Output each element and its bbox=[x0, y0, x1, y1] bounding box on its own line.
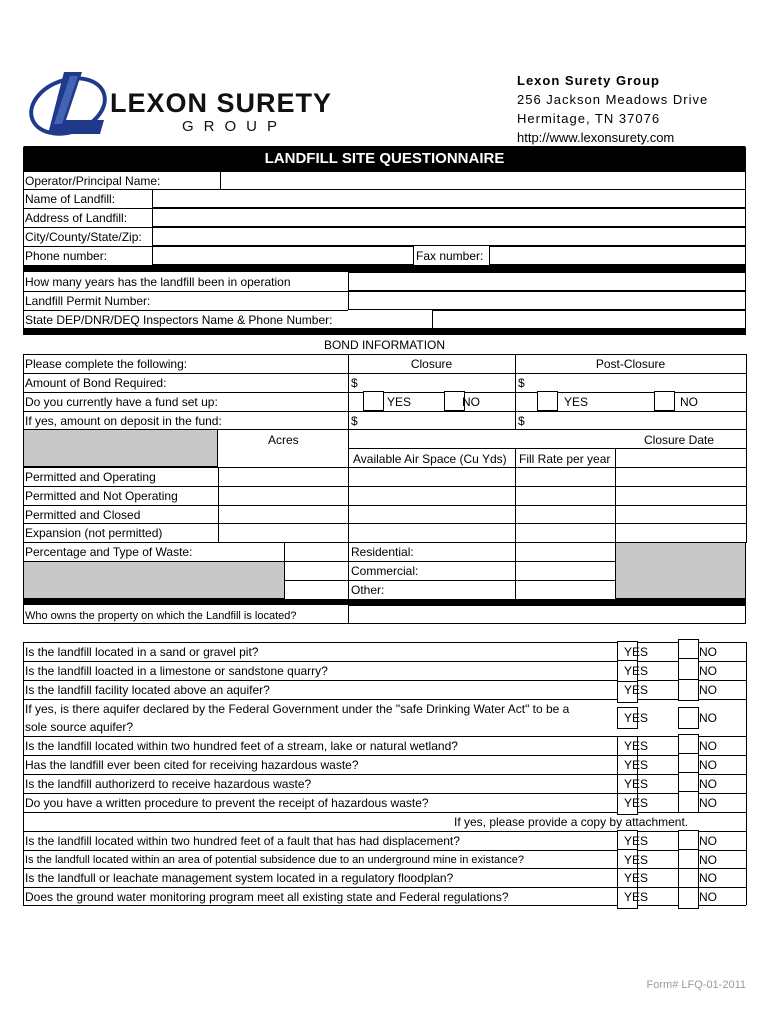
address-field[interactable] bbox=[152, 208, 746, 227]
no-label: NO bbox=[699, 777, 717, 791]
status-row-3-label: Permitted and Closed bbox=[25, 508, 141, 522]
post-closure-header: Post-Closure bbox=[595, 357, 666, 371]
question-4-line-2: sole source aquifer? bbox=[25, 720, 134, 734]
question-4-line-1: If yes, is there aquifer declared by the Federal Government under the "safe Drinking Water Act" to be a bbox=[25, 702, 570, 716]
inspector-field[interactable] bbox=[432, 310, 746, 329]
years-field[interactable] bbox=[348, 272, 746, 291]
no-label: NO bbox=[699, 739, 717, 753]
q8-no-checkbox[interactable] bbox=[678, 791, 699, 813]
other-label: Other: bbox=[351, 583, 385, 597]
residential-pct-field[interactable] bbox=[285, 543, 347, 561]
question-2: Is the landfill loacted in a limestone or sandstone quarry? bbox=[25, 664, 328, 678]
city-label: City/County/State/Zip: bbox=[25, 230, 142, 244]
question-12: Does the ground water monitoring program meet all existing state and Federal regulations? bbox=[25, 890, 509, 904]
acres-row-1-field[interactable] bbox=[219, 468, 347, 486]
question-8: Do you have a written procedure to prevent the receipt of hazardous waste? bbox=[25, 796, 429, 810]
amount-post-closure-field[interactable] bbox=[515, 373, 746, 392]
q4-no-checkbox[interactable] bbox=[678, 707, 699, 729]
fill-rate-header: Fill Rate per year bbox=[519, 452, 611, 466]
acres-row-3-field[interactable] bbox=[219, 506, 347, 524]
yes-label: YES bbox=[624, 834, 649, 848]
yes-label: YES bbox=[624, 853, 649, 867]
no-label: NO bbox=[699, 758, 717, 772]
q2-no-checkbox[interactable] bbox=[678, 658, 699, 680]
company-name: Lexon Surety Group bbox=[517, 73, 660, 88]
form-title: LANDFILL SITE QUESTIONNAIRE bbox=[264, 150, 505, 167]
question-3: Is the landfill facility located above an aquifer? bbox=[25, 683, 270, 697]
permit-field[interactable] bbox=[348, 291, 746, 310]
fund-post-no-label: NO bbox=[680, 395, 698, 409]
question-9: Is the landfill located within two hundred feet of a fault that has had displacement? bbox=[25, 834, 460, 848]
question-11: Is the landfull or leachate management system located in a regulatory floodplan? bbox=[25, 871, 454, 885]
fund-closure-yes-checkbox[interactable] bbox=[363, 391, 384, 411]
acres-row-2-field[interactable] bbox=[219, 487, 347, 505]
acres-header: Acres bbox=[268, 433, 299, 447]
fax-label: Fax number: bbox=[416, 249, 484, 263]
dollar-sign: $ bbox=[351, 376, 358, 390]
address-label: Address of Landfill: bbox=[25, 211, 128, 225]
fax-field[interactable] bbox=[489, 246, 746, 265]
logo-group: GROUP bbox=[182, 118, 288, 135]
air-space-header: Available Air Space (Cu Yds) bbox=[353, 452, 507, 466]
yes-label: YES bbox=[624, 796, 649, 810]
operator-label: Operator/Principal Name: bbox=[25, 174, 161, 188]
permit-label: Landfill Permit Number: bbox=[25, 294, 151, 308]
no-label: NO bbox=[699, 796, 717, 810]
operator-field[interactable] bbox=[220, 171, 746, 190]
inspector-label: State DEP/DNR/DEQ Inspectors Name & Phone Number: bbox=[25, 313, 333, 327]
no-label: NO bbox=[699, 834, 717, 848]
company-logo bbox=[26, 66, 371, 146]
landfill-name-field[interactable] bbox=[152, 189, 746, 208]
yes-label: YES bbox=[624, 777, 649, 791]
status-row-4-label: Expansion (not permitted) bbox=[25, 526, 163, 540]
residential-label: Residential: bbox=[351, 545, 414, 559]
yes-label: YES bbox=[624, 871, 649, 885]
question-8-note: If yes, please provide a copy by attachment. bbox=[454, 815, 689, 829]
fund-post-no-checkbox[interactable] bbox=[654, 391, 675, 411]
dollar-sign: $ bbox=[351, 414, 358, 428]
question-6: Has the landfill ever been cited for receiving hazardous waste? bbox=[25, 758, 359, 772]
yes-label: YES bbox=[624, 890, 649, 904]
landfill-name-label: Name of Landfill: bbox=[25, 192, 116, 206]
no-label: NO bbox=[699, 853, 717, 867]
yes-label: YES bbox=[624, 758, 649, 772]
yes-label: YES bbox=[624, 711, 649, 725]
complete-label: Please complete the following: bbox=[25, 357, 188, 371]
no-label: NO bbox=[699, 683, 717, 697]
deposit-post-closure-field[interactable] bbox=[515, 411, 746, 430]
status-row-2-label: Permitted and Not Operating bbox=[25, 489, 178, 503]
question-1: Is the landfill located in a sand or gravel pit? bbox=[25, 645, 259, 659]
no-label: NO bbox=[699, 711, 717, 725]
status-row-1-label: Permitted and Operating bbox=[25, 470, 156, 484]
waste-label: Percentage and Type of Waste: bbox=[25, 545, 193, 559]
question-10: Is the landfull located within an area of potential subsidence due to an underground mine in existance? bbox=[25, 854, 525, 866]
q3-no-checkbox[interactable] bbox=[678, 679, 699, 701]
years-label: How many years has the landfill been in operation bbox=[25, 275, 291, 289]
commercial-pct-field[interactable] bbox=[285, 562, 347, 580]
commercial-label: Commercial: bbox=[351, 564, 419, 578]
no-label: NO bbox=[699, 645, 717, 659]
fund-closure-yes-label: YES bbox=[387, 395, 412, 409]
yes-label: YES bbox=[624, 683, 649, 697]
form-number: Form# LFQ-01-2011 bbox=[646, 979, 746, 991]
yes-label: YES bbox=[624, 739, 649, 753]
dollar-sign: $ bbox=[518, 414, 525, 428]
dollar-sign: $ bbox=[518, 376, 525, 390]
no-label: NO bbox=[699, 871, 717, 885]
yes-label: YES bbox=[624, 645, 649, 659]
waste-gray-right bbox=[615, 542, 746, 599]
fund-post-yes-checkbox[interactable] bbox=[537, 391, 558, 411]
deposit-label: If yes, amount on deposit in the fund: bbox=[25, 414, 222, 428]
closure-date-header: Closure Date bbox=[644, 433, 715, 447]
fund-closure-no-label: NO bbox=[462, 395, 480, 409]
owner-field[interactable] bbox=[348, 605, 746, 624]
question-5: Is the landfill located within two hundred feet of a stream, lake or natural wetland? bbox=[25, 739, 458, 753]
acres-row-4-field[interactable] bbox=[219, 524, 347, 542]
capacity-gray-block bbox=[23, 429, 218, 467]
waste-gray-left bbox=[23, 561, 285, 599]
owner-question: Who owns the property on which the Landfill is located? bbox=[25, 610, 297, 622]
city-field[interactable] bbox=[152, 227, 746, 246]
yes-label: YES bbox=[624, 664, 649, 678]
bond-header: BOND INFORMATION bbox=[323, 338, 446, 352]
phone-field[interactable] bbox=[152, 246, 414, 265]
q12-no-checkbox[interactable] bbox=[678, 887, 699, 909]
fund-label: Do you currently have a fund set up: bbox=[25, 395, 218, 409]
company-city: Hermitage, TN 37076 bbox=[517, 111, 661, 126]
other-pct-field[interactable] bbox=[285, 581, 347, 599]
question-7: Is the landfill authorizerd to receive hazardous waste? bbox=[25, 777, 312, 791]
amount-closure-field[interactable] bbox=[348, 373, 515, 392]
fund-post-yes-label: YES bbox=[564, 395, 589, 409]
company-street: 256 Jackson Meadows Drive bbox=[517, 92, 709, 107]
amount-label: Amount of Bond Required: bbox=[25, 376, 167, 390]
closure-header: Closure bbox=[410, 357, 453, 371]
no-label: NO bbox=[699, 890, 717, 904]
logo-name: LEXON SURETY bbox=[110, 88, 333, 118]
phone-label: Phone number: bbox=[25, 249, 108, 263]
company-website[interactable]: http://www.lexonsurety.com bbox=[517, 130, 675, 145]
no-label: NO bbox=[699, 664, 717, 678]
deposit-closure-field[interactable] bbox=[348, 411, 515, 430]
